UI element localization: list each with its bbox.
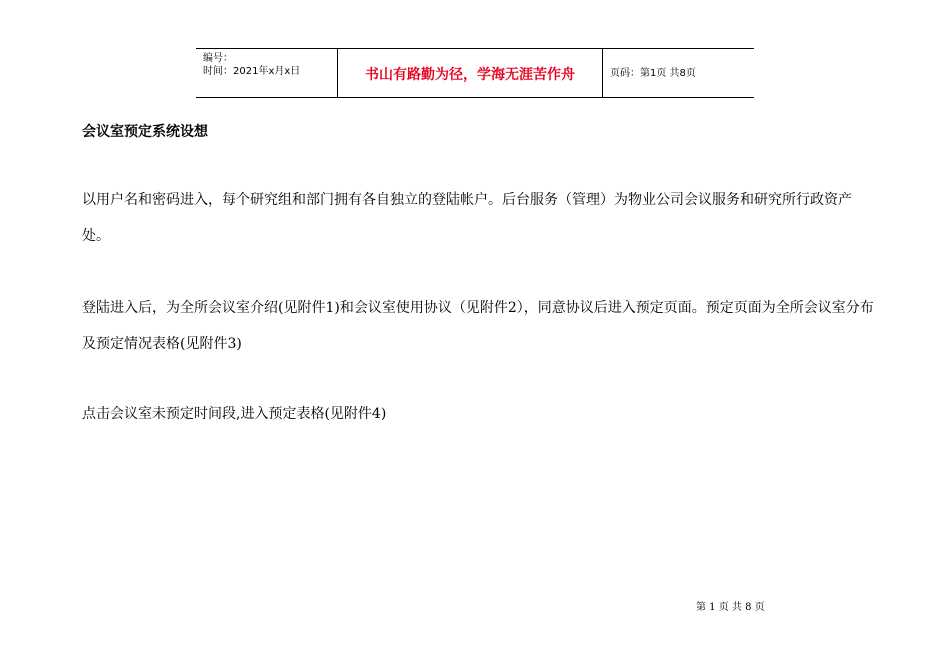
document-title: 会议室预定系统设想 <box>82 124 208 140</box>
paragraph-login: 以用户名和密码进入，每个研究组和部门拥有各自独立的登陆帐户。后台服务（管理）为物业公司会议服务和研究所行政资产处。 <box>82 192 852 244</box>
page-header <box>196 48 754 98</box>
paragraph-after-login: 登陆进入后，为全所会议室介绍(见附件1)和会议室使用协议（见附件2），同意协议后进入预定页面。预定页面为全所会议室分布及预定情况表格(见附件3) <box>82 300 874 352</box>
code-label: 编号： <box>203 53 233 64</box>
time-label: 时间：2021年x月x日 <box>203 66 301 77</box>
page-info: 页码：第1页 共8页 <box>610 68 696 79</box>
motto-text: 书山有路勤为径，学海无涯苦作舟 <box>365 67 575 83</box>
header-page-cell <box>602 49 754 97</box>
header-meta-cell <box>196 49 337 97</box>
footer-page-number: 第 1 页 共 8 页 <box>696 602 765 613</box>
header-motto-cell <box>337 49 603 97</box>
paragraph-booking: 点击会议室未预定时间段,进入预定表格(见附件4) <box>82 406 387 422</box>
